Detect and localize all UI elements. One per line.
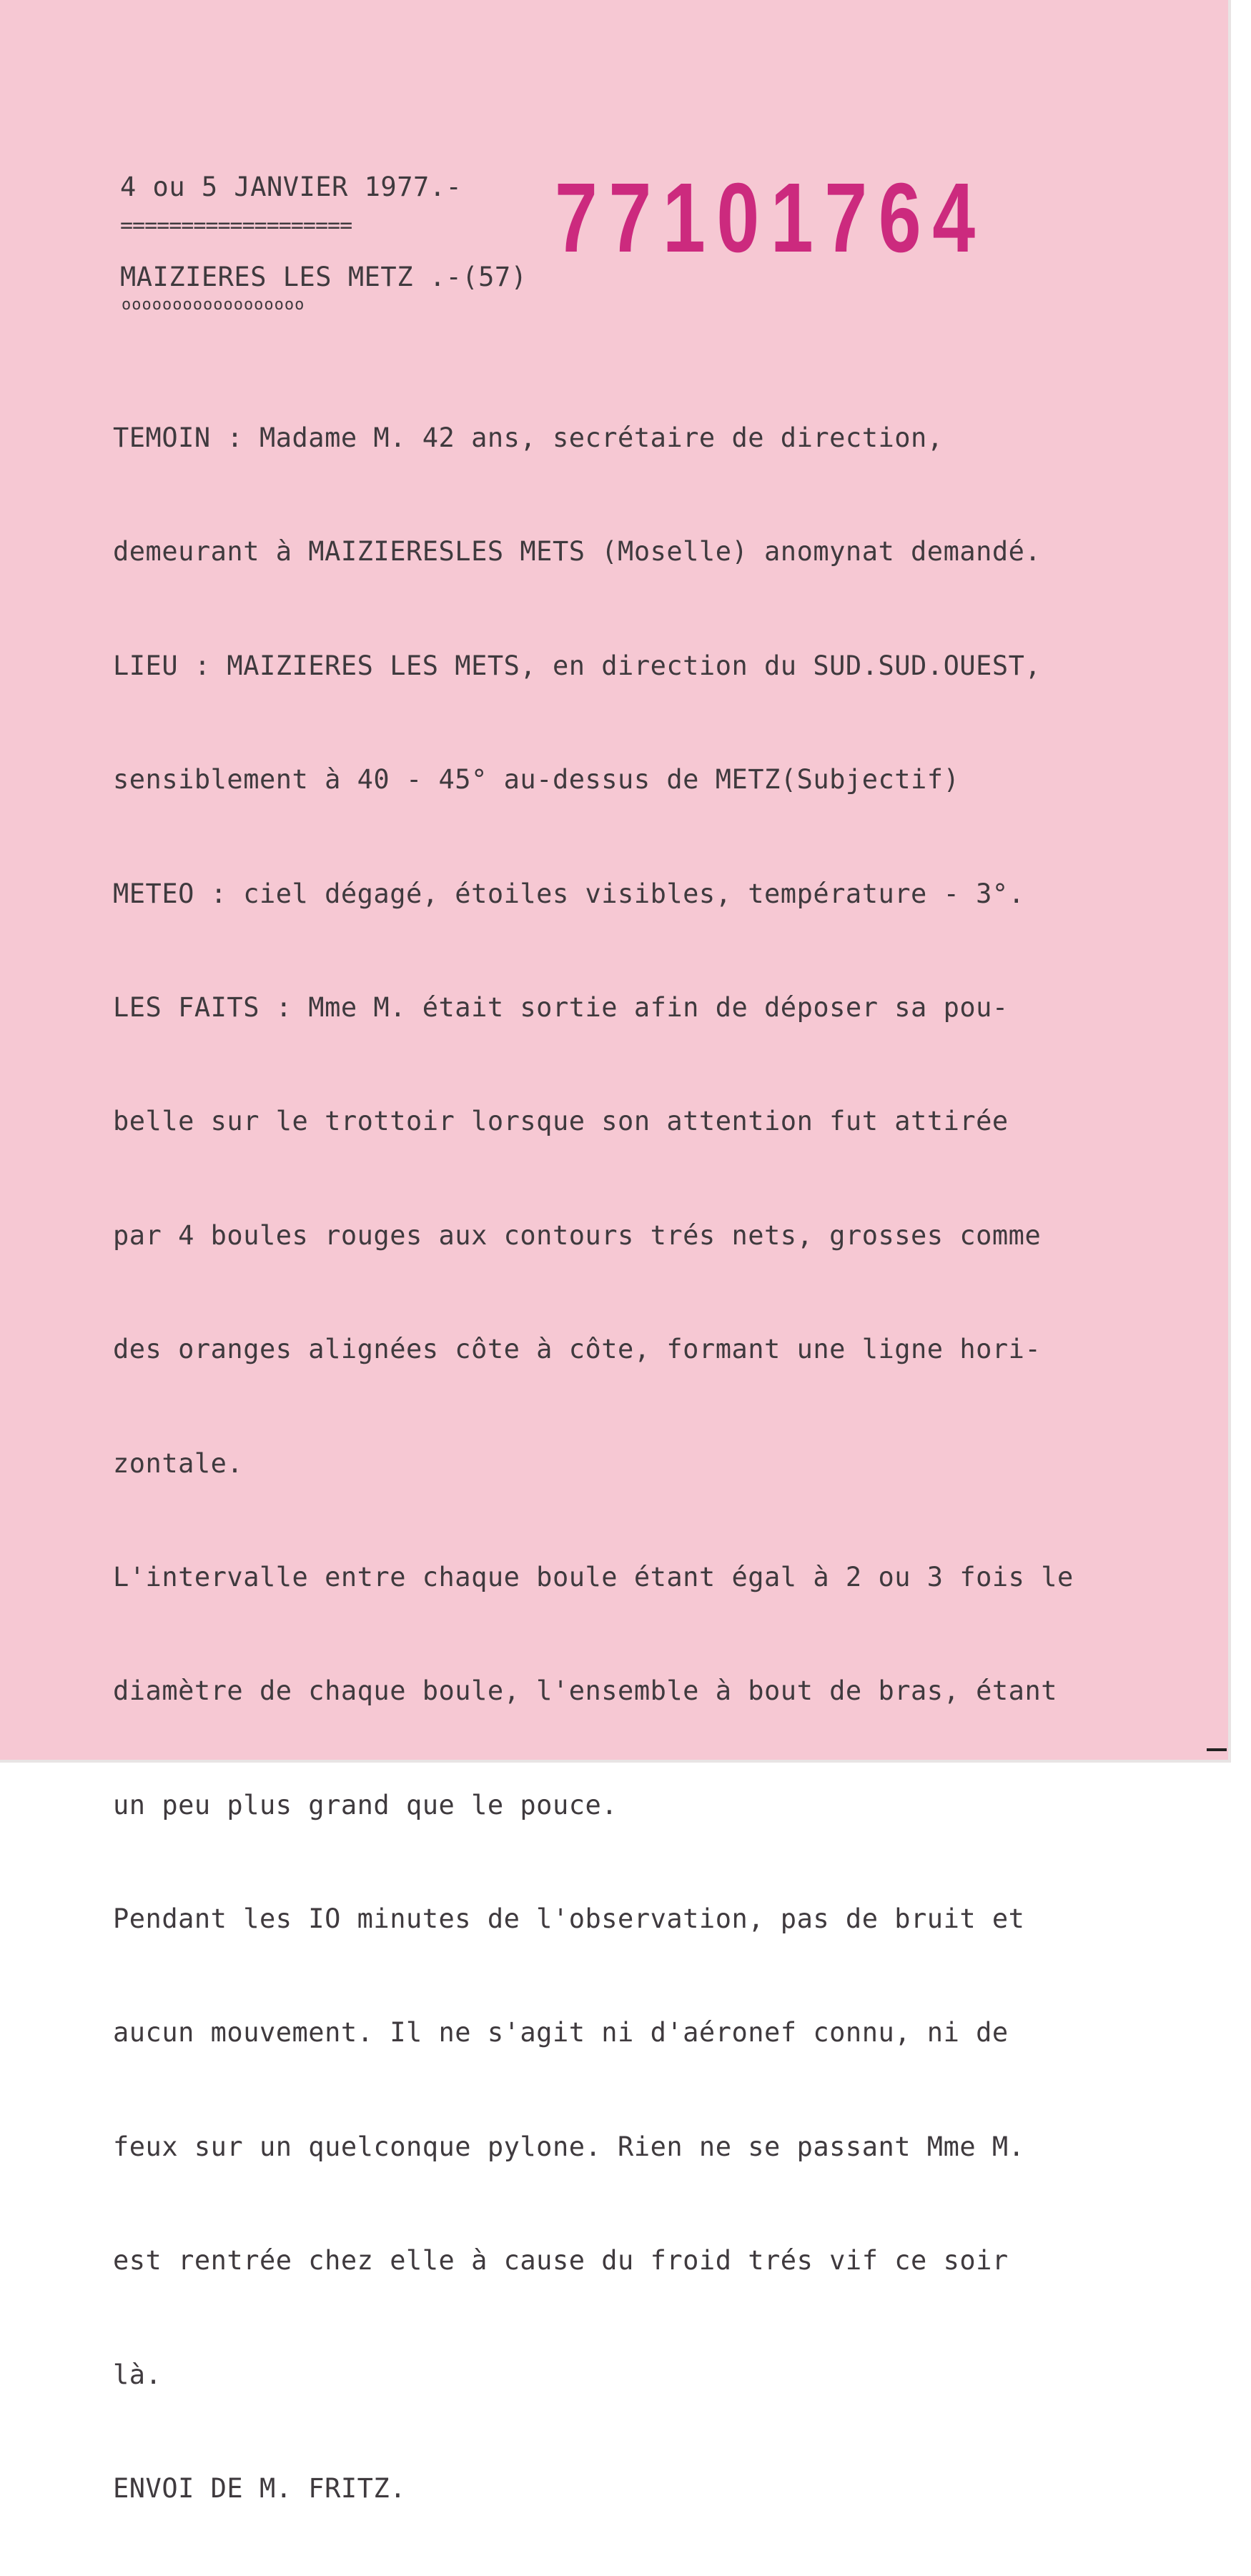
body-line: ENVOI DE M. FRITZ. [113,2473,406,2505]
body-line: Pendant les IO minutes de l'observation, pas de bruit et [113,1903,1025,1935]
body-line: L'intervalle entre chaque boule étant égal à 2 ou 3 fois le [113,1561,1074,1592]
report-date: 4 ou 5 JANVIER 1977.- [120,172,463,202]
body-line: des oranges alignées côte à côte, formant une ligne hori- [113,1334,1042,1365]
report-body [113,350,1228,2576]
body-line: aucun mouvement. Il ne s'agit ni d'aéronef connu, ni de [113,2017,1009,2049]
body-line: TEMOIN : Madame M. 42 ans, secrétaire de direction, [113,422,944,453]
body-line: diamètre de chaque boule, l'ensemble à bout de bras, étant [113,1675,1058,1707]
body-line: METEO : ciel dégagé, étoiles visibles, température - 3°. [113,878,1025,909]
report-location: MAIZIERES LES METZ .-(57) [120,262,528,292]
body-line: zontale. [113,1447,244,1479]
body-line: là. [113,2359,162,2390]
body-line: LIEU : MAIZIERES LES METS, en direction du SUD.SUD.OUEST, [113,650,1042,681]
case-number-stamp: 77101764 [555,163,987,273]
body-line: belle sur le trottoir lorsque son attention fut attirée [113,1106,1009,1137]
body-line: est rentrée chez elle à cause du froid trés vif ce soir [113,2245,1009,2277]
date-underline: =================== [120,213,352,238]
body-line: sensiblement à 40 - 45° au-dessus de METZ(Subjectif) [113,764,960,796]
location-underline: oooooooooooooooooo [122,296,305,314]
body-line: un peu plus grand que le pouce. [113,1789,618,1820]
body-line: demeurant à MAIZIERESLES METS (Moselle) anomynat demandé. [113,536,1042,568]
scan-corner-mark [1207,1748,1227,1751]
body-line: par 4 boules rouges aux contours trés nets, grosses comme [113,1219,1042,1251]
body-line: LES FAITS : Mme M. était sortie afin de déposer sa pou- [113,991,1009,1023]
body-line: feux sur un quelconque pylone. Rien ne se passant Mme M. [113,2131,1025,2162]
